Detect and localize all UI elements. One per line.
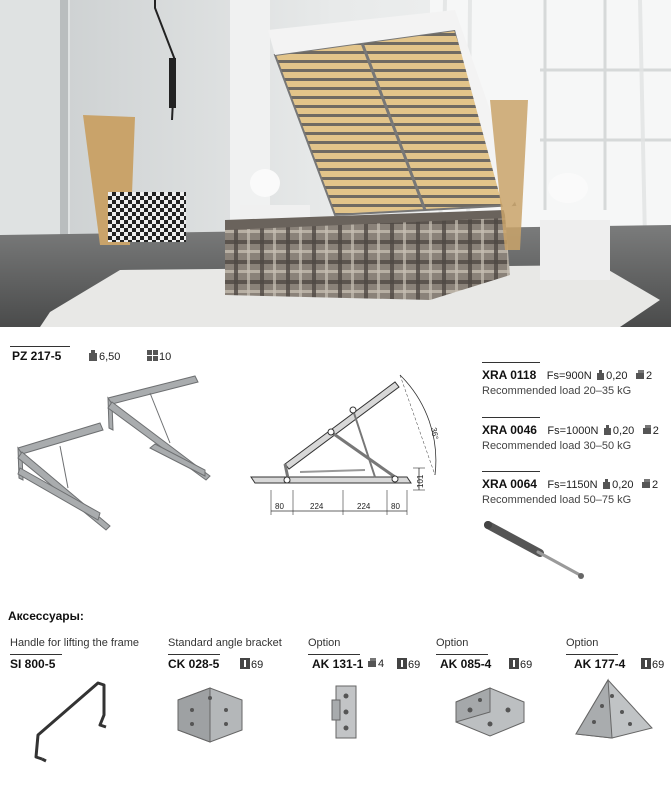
triangle-bracket-image	[572, 676, 656, 742]
accessory-code: AK 131-1	[312, 657, 364, 671]
accessory-heading: Option	[436, 637, 469, 649]
code-underline	[10, 346, 70, 347]
hinge-bracket-image	[328, 682, 368, 742]
spring-underline	[482, 471, 540, 472]
spring-underline	[482, 417, 540, 418]
box-icon	[397, 658, 407, 669]
accessory-code: AK 085-4	[440, 657, 492, 671]
spring-qty: 2	[651, 479, 659, 491]
angle-label: 36°	[429, 426, 440, 441]
accessory-code: AK 177-4	[574, 657, 626, 671]
main-product-code: PZ 217-5	[12, 349, 62, 363]
spring-force: Fs=1150N	[547, 479, 598, 491]
accessory-underline	[168, 654, 220, 655]
spring-load: Recommended load 50–75 kG	[482, 494, 632, 506]
accessory-underline	[436, 654, 488, 655]
spring-code: XRA 0046	[482, 423, 537, 437]
spring-code: XRA 0064	[482, 477, 537, 491]
accessory-underline	[10, 654, 62, 655]
accessory-underline	[566, 654, 618, 655]
weight-icon	[88, 350, 98, 361]
box-icon	[636, 370, 645, 380]
accessory-qty	[397, 658, 420, 671]
main-product-qty-value: 10	[159, 351, 172, 363]
spring-load: Recommended load 30–50 kG	[482, 440, 632, 452]
accessory-heading: Handle for lifting the frame	[10, 637, 140, 649]
accessory-underline	[308, 654, 360, 655]
pallet-icon	[368, 658, 377, 668]
spring-weight: 0,20	[606, 370, 628, 382]
pallet-icon	[147, 350, 158, 361]
spring-code: XRA 0118	[482, 368, 537, 382]
accessory-code: CK 028-5	[168, 657, 220, 671]
angle-bracket-image	[170, 680, 250, 750]
accessory-qty-value: 69	[652, 659, 665, 671]
box-icon	[240, 658, 250, 669]
handle-image	[28, 675, 138, 770]
box-icon	[642, 479, 651, 489]
gas-spring-image	[480, 515, 590, 585]
accessory-count	[368, 658, 384, 670]
spring-force: Fs=900N	[546, 370, 592, 382]
accessory-heading: Option	[308, 637, 341, 649]
accessory-qty	[240, 658, 263, 671]
accessory-qty	[641, 658, 664, 671]
main-product-qty	[147, 350, 171, 363]
spring-load: Recommended load 20–35 kG	[482, 385, 632, 397]
accessory-count-value: 4	[378, 658, 385, 670]
accessory-code: SI 800-5	[10, 657, 56, 671]
spring-underline	[482, 362, 540, 363]
main-product-weight-value: 6,50	[99, 351, 121, 363]
accessories-title: Аксессуары:	[8, 609, 84, 623]
technical-diagram	[245, 370, 445, 520]
accessory-qty-value: 69	[520, 659, 533, 671]
accessory-heading: Standard angle bracket	[168, 637, 282, 649]
main-product-weight	[88, 350, 120, 363]
gas-spring-3	[482, 475, 671, 506]
accessory-qty-value: 69	[251, 659, 264, 671]
spring-force: Fs=1000N	[547, 425, 599, 437]
weight-icon	[602, 479, 611, 489]
dim-label: 224	[357, 502, 371, 511]
hero-photo	[0, 0, 671, 327]
dim-label: 224	[310, 502, 324, 511]
weight-icon	[596, 370, 605, 380]
spring-qty: 2	[652, 425, 659, 437]
accessory-heading: Option	[566, 637, 599, 649]
bedroom-illustration	[0, 0, 671, 327]
dim-label: 80	[275, 502, 284, 511]
box-icon	[641, 658, 651, 669]
dim-label: 80	[391, 502, 400, 511]
height-label: 101	[416, 474, 425, 488]
gas-spring-2	[482, 421, 671, 452]
accessory-qty	[509, 658, 532, 671]
box-icon	[643, 425, 652, 435]
box-icon	[509, 658, 519, 669]
weight-icon	[603, 425, 612, 435]
gas-spring-1	[482, 366, 671, 397]
spring-weight: 0,20	[612, 479, 634, 491]
spring-weight: 0,20	[612, 425, 635, 437]
lift-mechanism-image	[0, 368, 230, 538]
corner-bracket-image	[450, 682, 530, 742]
accessory-qty-value: 69	[408, 659, 421, 671]
spring-qty: 2	[646, 370, 653, 382]
